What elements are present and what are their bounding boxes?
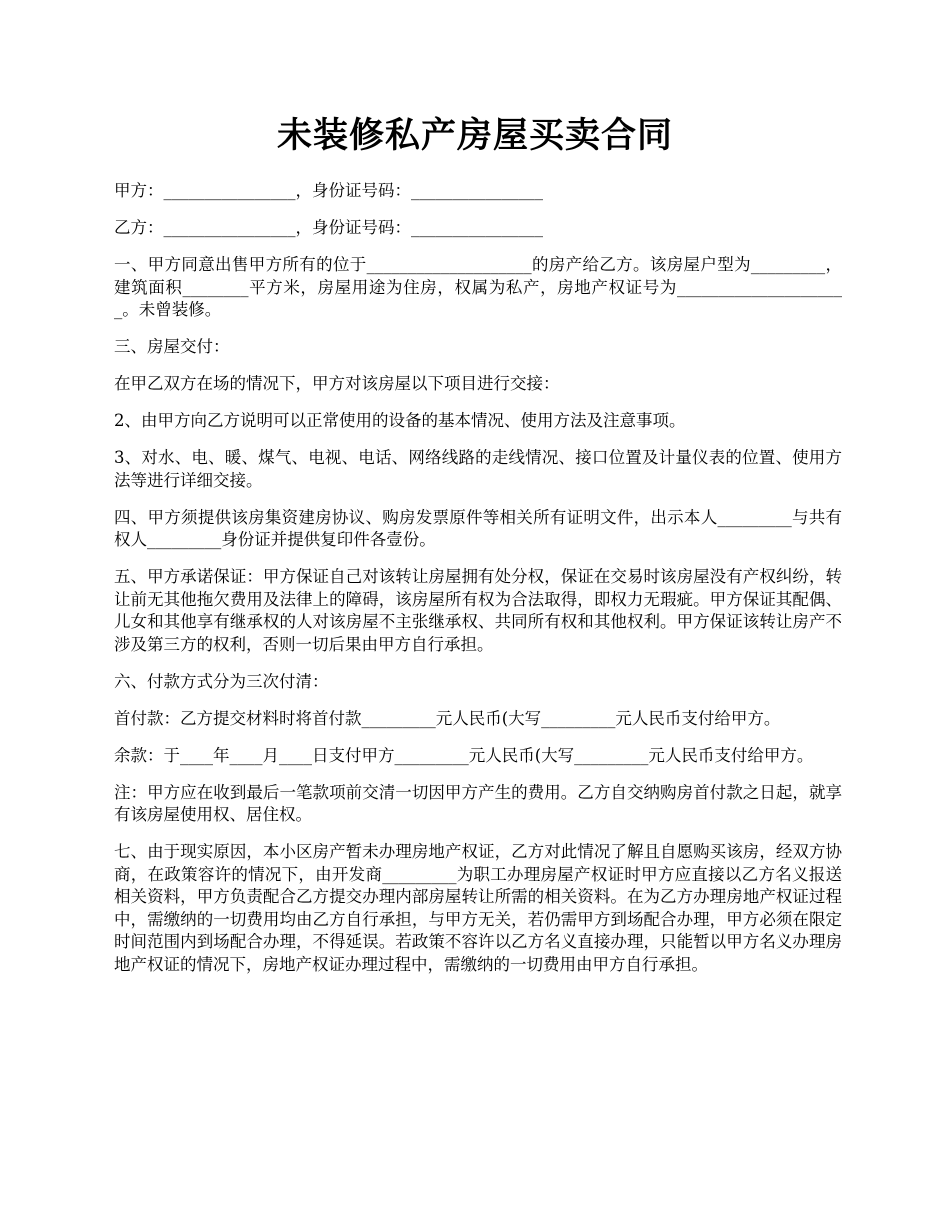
payment-note: 注：甲方应在收到最后一笔款项前交清一切因甲方产生的费用。乙方自交纳购房首付款之日起，就享有该房屋使用权、居住权。 (114, 782, 842, 824)
down-payment-line: 首付款：乙方提交材料时将首付款_________元人民币(大写_________元人民币支付给甲方。 (114, 708, 781, 728)
clause-7-certificate: 七、由于现实原因，本小区房产暂未办理房地产权证，乙方对此情况了解且自愿购买该房，经双方协商，在政策容许的情况下，由开发商_________为职工办理房屋产权证时甲方应直接以乙方名义报送相关资料，甲方负责配合乙方提交办理内部房屋转让所需的相关资料。在为乙方办理房地产权证过程中，需缴纳的一切费用均由乙方自行承担，与甲方无关，若仍需甲方到场配合办理，甲方必须在限定时间范围内到场配合办理，不得延误。若政策不容许以乙方名义直接办理，只能暂以甲方名义办理房地产权证的情况下，房地产权证办理过程中，需缴纳的一切费用由甲方自行承担。 (114, 842, 842, 974)
clause-5-guarantee: 五、甲方承诺保证：甲方保证自己对该转让房屋拥有处分权，保证在交易时该房屋没有产权纠纷，转让前无其他拖欠费用及法律上的障碍，该房屋所有权为合法取得，即权力无瑕疵。甲方保证其配偶、儿女和其他享有继承权的人对该房屋不主张继承权、共同所有权和其他权利。甲方保证该转让房产不涉及第三方的权利，否则一切后果由甲方自行承担。 (114, 567, 842, 654)
handover-intro: 在甲乙双方在场的情况下，甲方对该房屋以下项目进行交接： (114, 374, 560, 393)
document-body (114, 180, 842, 991)
balance-payment-line: 余款：于____年____月____日支付甲方_________元人民币(大写_________元人民币支付给甲方。 (114, 745, 814, 765)
handover-item-3: 3、对水、电、暖、煤气、电视、电话、网络线路的走线情况、接口位置及计量仪表的位置、使用方法等进行详细交接。 (114, 448, 842, 490)
party-a-line: 甲方：________________，身份证号码：________________ (114, 181, 543, 200)
clause-6-payment-heading: 六、付款方式分为三次付清： (114, 671, 329, 691)
clause-1-property: 一、甲方同意出售甲方所有的位于____________________的房产给乙方。该房屋户型为_________，建筑面积________平方米，房屋用途为住房，权属为私产，房地产权证号为_____________________。未曾装修。 (114, 255, 842, 319)
clause-3-heading: 三、房屋交付： (114, 337, 230, 356)
document-title: 未装修私产房屋买卖合同 (276, 115, 673, 156)
handover-item-2: 2、由甲方向乙方说明可以正常使用的设备的基本情况、使用方法及注意事项。 (114, 411, 686, 430)
party-b-line: 乙方：________________，身份证号码：________________ (114, 218, 543, 237)
clause-4-documents: 四、甲方须提供该房集资建房协议、购房发票原件等相关所有证明文件，出示本人_________与共有权人_________身份证并提供复印件各壹份。 (114, 507, 842, 549)
